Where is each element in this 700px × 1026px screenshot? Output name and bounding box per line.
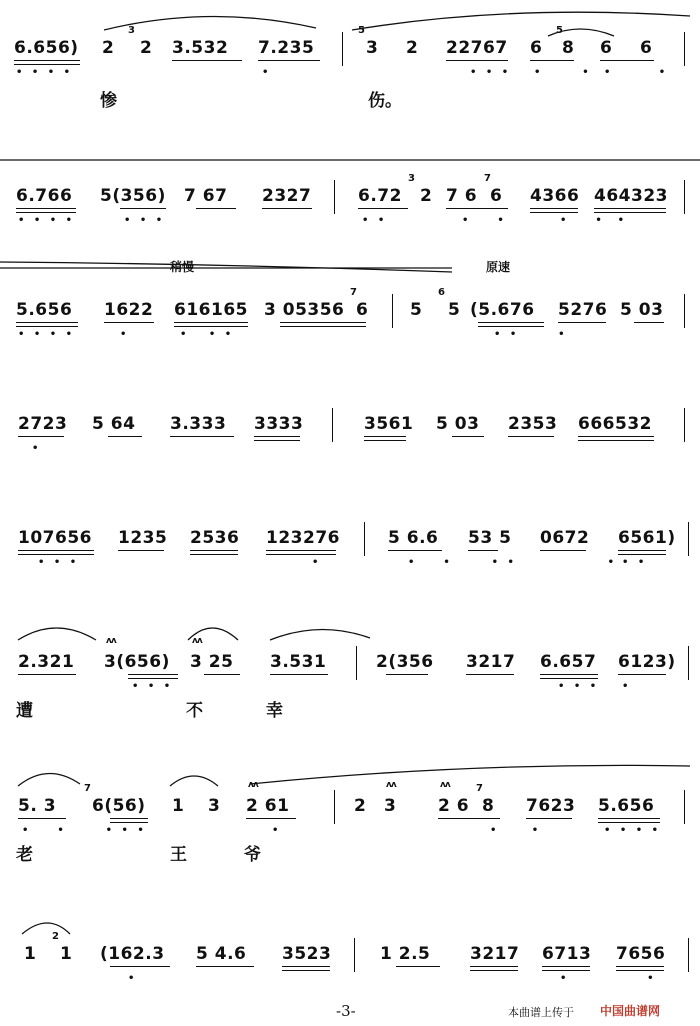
note-group: 5 64 bbox=[92, 414, 136, 434]
note-group: 3 05356 bbox=[264, 300, 345, 320]
grace-note: 7 bbox=[350, 287, 357, 298]
note-group: 6.766 bbox=[16, 186, 73, 206]
note-group: 2 bbox=[420, 186, 433, 206]
note-group: 6 bbox=[356, 300, 369, 320]
note-group: 107656 bbox=[18, 528, 92, 548]
note-group: 1235 bbox=[118, 528, 168, 548]
note-group: 616165 bbox=[174, 300, 248, 320]
note-group: 2 61 bbox=[246, 796, 290, 816]
note-group: 7623 bbox=[526, 796, 576, 816]
slur bbox=[0, 262, 452, 272]
note-group: 8 bbox=[482, 796, 495, 816]
note-group: 5276 bbox=[558, 300, 608, 320]
note-group: 2353 bbox=[508, 414, 558, 434]
note-group: 3217 bbox=[466, 652, 516, 672]
note-group: 2327 bbox=[262, 186, 312, 206]
slur bbox=[104, 16, 316, 30]
note-group: 7.235 bbox=[258, 38, 315, 58]
note-group: 6 bbox=[640, 38, 653, 58]
note-group: 2 bbox=[406, 38, 419, 58]
lyric: 伤。 bbox=[368, 91, 402, 111]
note-group: 4366 bbox=[530, 186, 580, 206]
note-group: 5 03 bbox=[620, 300, 664, 320]
note-group: (5.676 bbox=[470, 300, 535, 320]
note-group: 3(656) bbox=[104, 652, 170, 672]
note-group: 123276 bbox=[266, 528, 340, 548]
note-group: 1 2.5 bbox=[380, 944, 431, 964]
grace-note: 2 bbox=[52, 931, 59, 942]
lyric: 不 bbox=[186, 701, 203, 721]
note-group: 2 bbox=[102, 38, 115, 58]
barline bbox=[356, 646, 357, 680]
note-group: 3 25 bbox=[190, 652, 234, 672]
note-group: 2 6 bbox=[438, 796, 470, 816]
lyric: 遭 bbox=[16, 701, 33, 721]
note-group: 6 bbox=[600, 38, 613, 58]
note-group: 1 bbox=[24, 944, 37, 964]
upload-note: 本曲谱上传于 bbox=[508, 1006, 574, 1019]
slur bbox=[170, 776, 218, 786]
note-group: 2(356 bbox=[376, 652, 434, 672]
slur bbox=[22, 923, 70, 934]
note-group: 7656 bbox=[616, 944, 666, 964]
note-group: 5 bbox=[448, 300, 461, 320]
grace-note: 3 bbox=[408, 173, 415, 184]
note-group: 6.72 bbox=[358, 186, 402, 206]
note-group: 6.657 bbox=[540, 652, 597, 672]
note-group: (162.3 bbox=[100, 944, 165, 964]
barline bbox=[688, 646, 689, 680]
note-group: 3.532 bbox=[172, 38, 229, 58]
grace-note: 7 bbox=[484, 173, 491, 184]
lyric: 王 bbox=[170, 845, 187, 865]
note-group: 5 6.6 bbox=[388, 528, 439, 548]
barline bbox=[684, 32, 685, 66]
ornament-mark: ʌʌ bbox=[192, 636, 202, 646]
note-group: 6(56) bbox=[92, 796, 146, 816]
lyric: 幸 bbox=[266, 701, 283, 721]
note-group: 2.321 bbox=[18, 652, 75, 672]
ornament-mark: ʌʌ bbox=[248, 780, 258, 790]
note-group: 5 bbox=[410, 300, 423, 320]
note-group: 3.531 bbox=[270, 652, 327, 672]
barline bbox=[684, 294, 685, 328]
barline bbox=[688, 522, 689, 556]
note-group: 5. 3 bbox=[18, 796, 57, 816]
note-group: 5.656 bbox=[16, 300, 73, 320]
note-group: 5(356) bbox=[100, 186, 166, 206]
barline bbox=[684, 790, 685, 824]
note-group: 2 bbox=[354, 796, 367, 816]
note-group: 3 bbox=[366, 38, 379, 58]
slur bbox=[18, 628, 96, 640]
note-group: 666532 bbox=[578, 414, 652, 434]
note-group: 6 bbox=[530, 38, 543, 58]
note-group: 3333 bbox=[254, 414, 304, 434]
note-group: 3217 bbox=[470, 944, 520, 964]
note-group: 5 03 bbox=[436, 414, 480, 434]
grace-note: 7 bbox=[84, 783, 91, 794]
note-group: 464323 bbox=[594, 186, 668, 206]
barline bbox=[334, 790, 335, 824]
note-group: 1 bbox=[60, 944, 73, 964]
note-group: 0672 bbox=[540, 528, 590, 548]
barline bbox=[334, 180, 335, 214]
barline bbox=[684, 408, 685, 442]
ornament-mark: ʌʌ bbox=[106, 636, 116, 646]
note-group: 3523 bbox=[282, 944, 332, 964]
note-group: 1 bbox=[172, 796, 185, 816]
note-group: 2 bbox=[140, 38, 153, 58]
note-group: 2723 bbox=[18, 414, 68, 434]
barline bbox=[392, 294, 393, 328]
barline bbox=[332, 408, 333, 442]
grace-note: 5 bbox=[358, 25, 365, 36]
barline bbox=[364, 522, 365, 556]
barline bbox=[354, 938, 355, 972]
slur bbox=[18, 773, 80, 786]
note-group: 1622 bbox=[104, 300, 154, 320]
lyric: 老 bbox=[16, 845, 33, 865]
note-group: 7 6 bbox=[446, 186, 478, 206]
grace-note: 5 bbox=[556, 25, 563, 36]
barline bbox=[688, 938, 689, 972]
lyric: 惨 bbox=[100, 91, 117, 111]
note-group: 6 bbox=[490, 186, 503, 206]
lyric: 爷 bbox=[244, 845, 261, 865]
tempo-marking: 原速 bbox=[486, 260, 511, 274]
note-group: 5 4.6 bbox=[196, 944, 247, 964]
page-number: -3- bbox=[336, 1002, 356, 1020]
note-group: 5.656 bbox=[598, 796, 655, 816]
grace-note: 3 bbox=[128, 25, 135, 36]
note-group: 6123) bbox=[618, 652, 676, 672]
note-group: 3 bbox=[208, 796, 221, 816]
slur bbox=[250, 765, 690, 784]
note-group: 3561 bbox=[364, 414, 414, 434]
note-group: 6.656) bbox=[14, 38, 79, 58]
tempo-marking: 稍慢 bbox=[170, 260, 195, 274]
grace-note: 6 bbox=[438, 287, 445, 298]
note-group: 53 5 bbox=[468, 528, 512, 548]
grace-note: 7 bbox=[476, 783, 483, 794]
note-group: 6561) bbox=[618, 528, 676, 548]
ornament-mark: ʌʌ bbox=[440, 780, 450, 790]
note-group: 6713 bbox=[542, 944, 592, 964]
ornament-mark: ʌʌ bbox=[386, 780, 396, 790]
note-group: 2536 bbox=[190, 528, 240, 548]
slur bbox=[352, 12, 690, 30]
barline bbox=[684, 180, 685, 214]
note-group: 22767 bbox=[446, 38, 508, 58]
note-group: 3 bbox=[384, 796, 397, 816]
note-group: 7 67 bbox=[184, 186, 228, 206]
note-group: 3.333 bbox=[170, 414, 227, 434]
site-logo: 中国曲谱网 bbox=[600, 1004, 661, 1018]
barline bbox=[342, 32, 343, 66]
note-group: 8 bbox=[562, 38, 575, 58]
slur bbox=[270, 629, 370, 640]
